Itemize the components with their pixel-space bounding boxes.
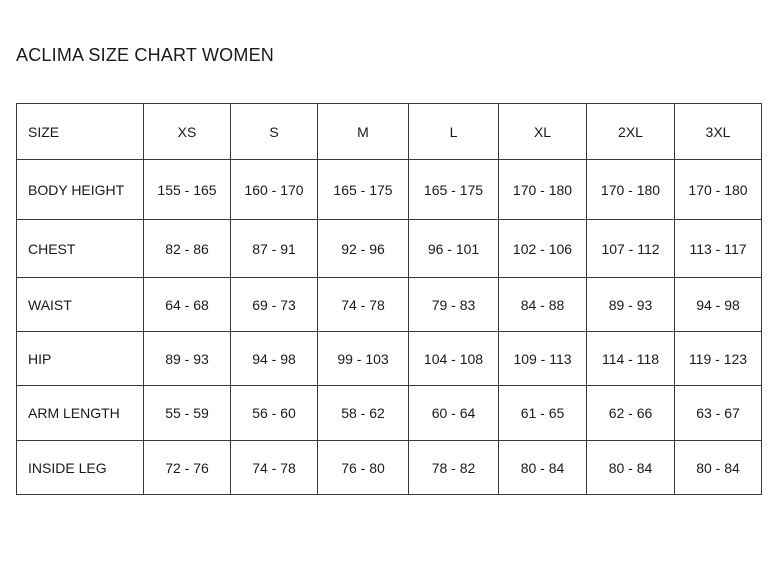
table-cell: 80 - 84 [675, 441, 762, 495]
header-cell-l: L [409, 104, 499, 160]
table-cell: 84 - 88 [499, 278, 587, 332]
table-cell: 61 - 65 [499, 386, 587, 441]
header-cell-s: S [231, 104, 318, 160]
table-cell: 82 - 86 [144, 220, 231, 278]
table-header-row [17, 104, 762, 160]
header-cell-xl: XL [499, 104, 587, 160]
table-cell: 102 - 106 [499, 220, 587, 278]
table-cell: 80 - 84 [587, 441, 675, 495]
table-row [17, 278, 762, 332]
table-cell: 58 - 62 [318, 386, 409, 441]
table-cell: 63 - 67 [675, 386, 762, 441]
table-row [17, 332, 762, 386]
table-row [17, 441, 762, 495]
table-cell: 170 - 180 [675, 160, 762, 220]
row-label-hip: HIP [17, 332, 144, 386]
table-cell: 60 - 64 [409, 386, 499, 441]
header-cell-size: SIZE [17, 104, 144, 160]
table-cell: 74 - 78 [318, 278, 409, 332]
table-cell: 64 - 68 [144, 278, 231, 332]
table-cell: 107 - 112 [587, 220, 675, 278]
table-cell: 94 - 98 [675, 278, 762, 332]
size-chart-body [17, 104, 762, 495]
table-cell: 79 - 83 [409, 278, 499, 332]
table-row [17, 386, 762, 441]
size-chart-table [16, 103, 762, 495]
table-cell: 165 - 175 [318, 160, 409, 220]
row-label-arm-length: ARM LENGTH [17, 386, 144, 441]
header-cell-3xl: 3XL [675, 104, 762, 160]
table-cell: 114 - 118 [587, 332, 675, 386]
table-row [17, 160, 762, 220]
page-title: ACLIMA SIZE CHART WOMEN [16, 45, 274, 65]
table-cell: 62 - 66 [587, 386, 675, 441]
table-cell: 160 - 170 [231, 160, 318, 220]
header-cell-2xl: 2XL [587, 104, 675, 160]
table-cell: 89 - 93 [144, 332, 231, 386]
table-cell: 170 - 180 [587, 160, 675, 220]
table-cell: 87 - 91 [231, 220, 318, 278]
table-cell: 99 - 103 [318, 332, 409, 386]
table-cell: 80 - 84 [499, 441, 587, 495]
table-cell: 96 - 101 [409, 220, 499, 278]
header-cell-xs: XS [144, 104, 231, 160]
table-cell: 55 - 59 [144, 386, 231, 441]
table-cell: 165 - 175 [409, 160, 499, 220]
table-cell: 104 - 108 [409, 332, 499, 386]
table-cell: 78 - 82 [409, 441, 499, 495]
table-row [17, 220, 762, 278]
table-cell: 155 - 165 [144, 160, 231, 220]
table-cell: 89 - 93 [587, 278, 675, 332]
table-cell: 56 - 60 [231, 386, 318, 441]
table-cell: 74 - 78 [231, 441, 318, 495]
row-label-chest: CHEST [17, 220, 144, 278]
table-cell: 76 - 80 [318, 441, 409, 495]
table-cell: 92 - 96 [318, 220, 409, 278]
table-cell: 170 - 180 [499, 160, 587, 220]
row-label-inside-leg: INSIDE LEG [17, 441, 144, 495]
header-cell-m: M [318, 104, 409, 160]
table-cell: 72 - 76 [144, 441, 231, 495]
table-cell: 113 - 117 [675, 220, 762, 278]
table-cell: 94 - 98 [231, 332, 318, 386]
table-cell: 119 - 123 [675, 332, 762, 386]
row-label-body-height: BODY HEIGHT [17, 160, 144, 220]
row-label-waist: WAIST [17, 278, 144, 332]
table-cell: 109 - 113 [499, 332, 587, 386]
table-cell: 69 - 73 [231, 278, 318, 332]
